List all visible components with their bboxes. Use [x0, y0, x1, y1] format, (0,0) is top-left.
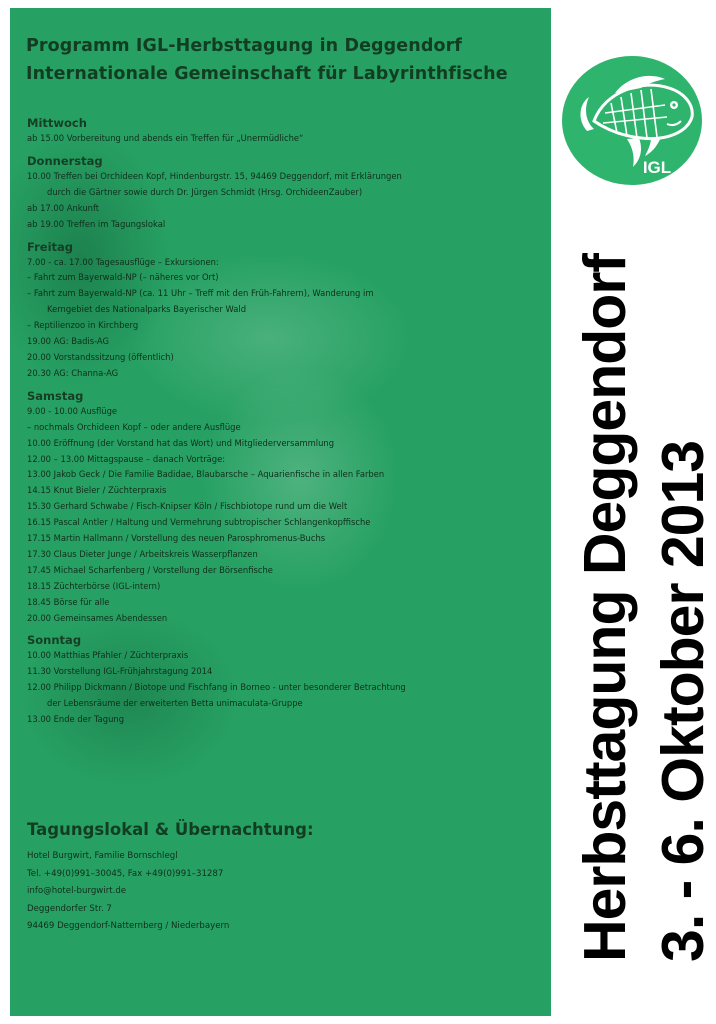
- day-wednesday: [27, 116, 542, 147]
- schedule-line: Kerngebiet des Nationalparks Bayerischer Wald: [47, 304, 247, 315]
- schedule-line: 12.00 Philipp Dickmann / Biotope und Fischfang in Borneo - unter besonderer Betrachtung: [27, 682, 406, 693]
- venue-title: Tagungslokal & Übernachtung:: [27, 820, 314, 839]
- schedule-line: 19.00 AG: Badis-AG: [27, 336, 109, 347]
- day-friday: [27, 240, 542, 382]
- day-title: Mittwoch: [27, 116, 87, 130]
- logo-text: IGL: [642, 158, 672, 177]
- schedule-line: 20.00 Vorstandssitzung (öffentlich): [27, 351, 174, 362]
- schedule-line: 17.45 Michael Scharfenberg / Vorstellung der Börsenfische: [27, 564, 273, 575]
- day-title: Sonntag: [27, 633, 82, 648]
- schedule-line: ab 19.00 Treffen im Tagungslokal: [27, 218, 166, 229]
- program-title: Programm IGL-Herbsttagung in Deggendorf: [26, 36, 463, 56]
- schedule-line: 17.15 Martin Hallmann / Vorstellung des neuen Parosphromenus-Buchs: [27, 533, 326, 544]
- schedule-line: ab 17.00 Ankunft: [27, 202, 100, 213]
- event-title: Herbsttagung Deggendorf: [572, 254, 638, 962]
- day-saturday: [27, 389, 542, 627]
- schedule-line: 18.45 Börse für alle: [27, 596, 110, 607]
- venue-line: Tel. +49(0)991–30045, Fax +49(0)991–31287: [27, 868, 224, 879]
- schedule-line: 20.00 Gemeinsames Abendessen: [27, 612, 168, 623]
- schedule-line: 14.15 Knut Bieler / Züchterpraxis: [27, 485, 167, 496]
- day-title: Freitag: [27, 239, 74, 254]
- schedule-line: 13.00 Ende der Tagung: [27, 714, 125, 725]
- event-dates: 3. - 6. Oktober 2013: [650, 440, 716, 962]
- schedule-line: – Fahrt zum Bayerwald-NP (– näheres vor Ort): [27, 272, 219, 283]
- venue-line: 94469 Deggendorf-Natternberg / Niederbayern: [27, 921, 230, 931]
- venue-line: Deggendorfer Str. 7: [27, 903, 112, 914]
- program-panel: [10, 8, 551, 1016]
- day-title: Samstag: [27, 388, 84, 403]
- program-subtitle: Internationale Gemeinschaft für Labyrinthfische: [26, 64, 508, 84]
- igl-fish-logo: [561, 55, 703, 186]
- schedule-line: 9.00 - 10.00 Ausflüge: [27, 405, 118, 416]
- schedule: [27, 116, 542, 735]
- schedule-line: durch die Gärtner sowie durch Dr. Jürgen Schmidt (Hrsg. OrchideenZauber): [47, 186, 363, 197]
- schedule-line: – nochmals Orchideen Kopf – oder andere Ausflüge: [27, 421, 241, 432]
- schedule-line: – Reptilienzoo in Kirchberg: [27, 320, 139, 331]
- schedule-line: 17.30 Claus Dieter Junge / Arbeitskreis Wasserpflanzen: [27, 548, 258, 559]
- schedule-line: 20.30 AG: Channa-AG: [27, 367, 119, 378]
- schedule-line: 10.00 Eröffnung (der Vorstand hat das Wort) und Mitgliederversammlung: [27, 437, 335, 448]
- day-sunday: [27, 633, 542, 728]
- schedule-line: 18.15 Züchterbörse (IGL-intern): [27, 580, 161, 591]
- venue-email: info@hotel-burgwirt.de: [27, 886, 127, 896]
- schedule-line: 7.00 - ca. 17.00 Tagesausflüge – Exkursionen:: [27, 256, 219, 267]
- schedule-line: – Fahrt zum Bayerwald-NP (ca. 11 Uhr – Treff mit den Früh-Fahrern), Wanderung im: [27, 288, 374, 299]
- schedule-line: ab 15.00 Vorbereitung und abends ein Treffen für „Unermüdliche“: [27, 133, 304, 143]
- schedule-line: 12.00 – 13.00 Mittagspause – danach Vorträge:: [27, 453, 226, 464]
- schedule-line: 10.00 Matthias Pfahler / Züchterpraxis: [27, 650, 189, 661]
- day-title: Donnerstag: [27, 153, 103, 168]
- schedule-line: 13.00 Jakob Geck / Die Familie Badidae, Blaubarsche – Aquarienfische in allen Farben: [27, 469, 385, 480]
- day-thursday: [27, 154, 542, 233]
- schedule-line: 15.30 Gerhard Schwabe / Fisch-Knipser Köln / Fischbiotope rund um die Welt: [27, 501, 348, 512]
- schedule-line: der Lebensräume der erweiterten Betta unimaculata-Gruppe: [47, 698, 303, 709]
- schedule-line: 10.00 Treffen bei Orchideen Kopf, Hindenburgstr. 15, 94469 Deggendorf, mit Erklärungen: [27, 170, 402, 181]
- schedule-line: 16.15 Pascal Antler / Haltung und Vermehrung subtropischer Schlangenkopffische: [27, 517, 371, 528]
- schedule-line: 11.30 Vorstellung IGL-Frühjahrstagung 2014: [27, 666, 213, 677]
- venue-details: [27, 848, 229, 936]
- venue-line: Hotel Burgwirt, Familie Bornschlegl: [27, 851, 178, 861]
